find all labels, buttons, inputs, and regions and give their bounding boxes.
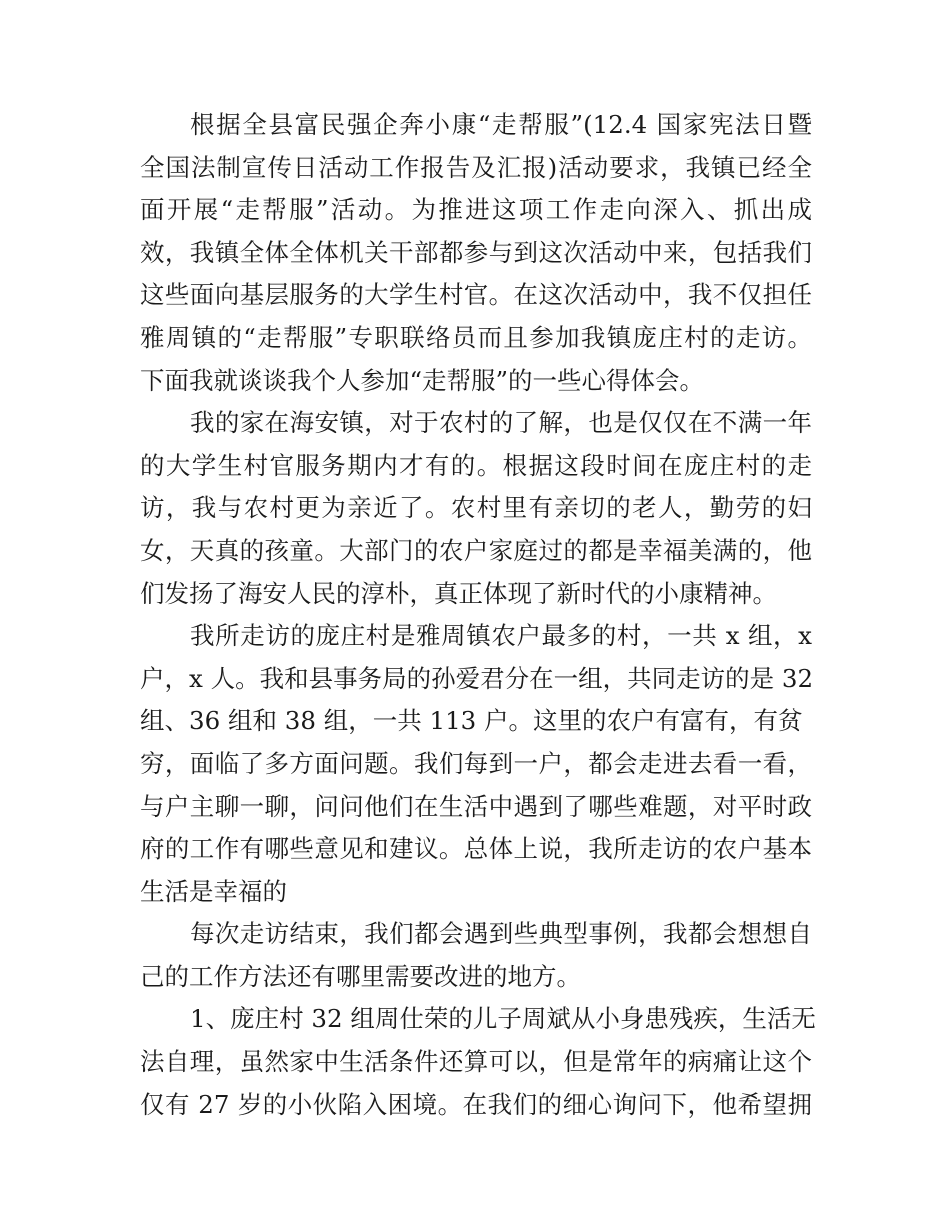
para-2-line-2: 的大学生村官服务期内才有的。根据这段时间在庞庄村的走 bbox=[140, 450, 812, 480]
para-1-line-4: 效，我镇全体全体机关干部都参与到这次活动中来，包括我们 bbox=[140, 237, 812, 267]
para-4-line-2: 己的工作方法还有哪里需要改进的地方。 bbox=[140, 961, 581, 991]
para-2-line-5: 们发扬了海安人民的淳朴，真正体现了新时代的小康精神。 bbox=[140, 578, 777, 608]
para-3-line-5: 与户主聊一聊，问问他们在生活中遇到了哪些难题，对平时政 bbox=[140, 791, 812, 821]
para-2-line-3: 访，我与农村更为亲近了。农村里有亲切的老人，勤劳的妇 bbox=[140, 493, 812, 523]
para-5-line-2: 法自理，虽然家中生活条件还算可以，但是常年的病痛让这个 bbox=[140, 1047, 812, 1077]
para-3-line-6: 府的工作有哪些意见和建议。总体上说，我所走访的农户基本 bbox=[140, 834, 812, 864]
para-5-line-1: 1、庞庄村 32 组周仕荣的儿子周斌从小身患残疾，生活无 bbox=[190, 1004, 816, 1034]
para-3-line-4: 穷，面临了多方面问题。我们每到一户，都会走进去看一看， bbox=[140, 748, 812, 778]
para-4-line-1: 每次走访结束，我们都会遇到些典型事例，我都会想想自 bbox=[190, 919, 812, 949]
para-3-line-7: 生活是幸福的 bbox=[140, 876, 287, 906]
para-1-line-2: 全国法制宣传日活动工作报告及汇报)活动要求，我镇已经全 bbox=[140, 152, 812, 182]
para-3-line-3: 组、36 组和 38 组，一共 113 户。这里的农户有富有，有贫 bbox=[140, 706, 803, 736]
para-2-line-4: 女，天真的孩童。大部门的农户家庭过的都是幸福美满的，他 bbox=[140, 535, 812, 565]
para-1-line-1: 根据全县富民强企奔小康“走帮服”(12.4 国家宪法日暨 bbox=[190, 110, 812, 139]
para-1-line-6: 雅周镇的“走帮服”专职联络员而且参加我镇庞庄村的走访。 bbox=[140, 322, 812, 352]
para-1-line-7: 下面我就谈谈我个人参加“走帮服”的一些心得体会。 bbox=[140, 365, 705, 395]
para-5-line-3: 仅有 27 岁的小伙陷入困境。在我们的细心询问下，他希望拥 bbox=[140, 1089, 812, 1119]
para-2-line-1: 我的家在海安镇，对于农村的了解，也是仅仅在不满一年 bbox=[190, 408, 812, 438]
para-3-line-1: 我所走访的庞庄村是雅周镇农户最多的村，一共 x 组，x bbox=[190, 621, 812, 651]
para-1-line-3: 面开展“走帮服”活动。为推进这项工作走向深入、抓出成 bbox=[140, 195, 812, 225]
para-1-line-5: 这些面向基层服务的大学生村官。在这次活动中，我不仅担任 bbox=[140, 280, 812, 310]
document-body bbox=[140, 104, 816, 1126]
para-3-line-2: 户，x 人。我和县事务局的孙爱君分在一组，共同走访的是 32 bbox=[140, 663, 814, 693]
